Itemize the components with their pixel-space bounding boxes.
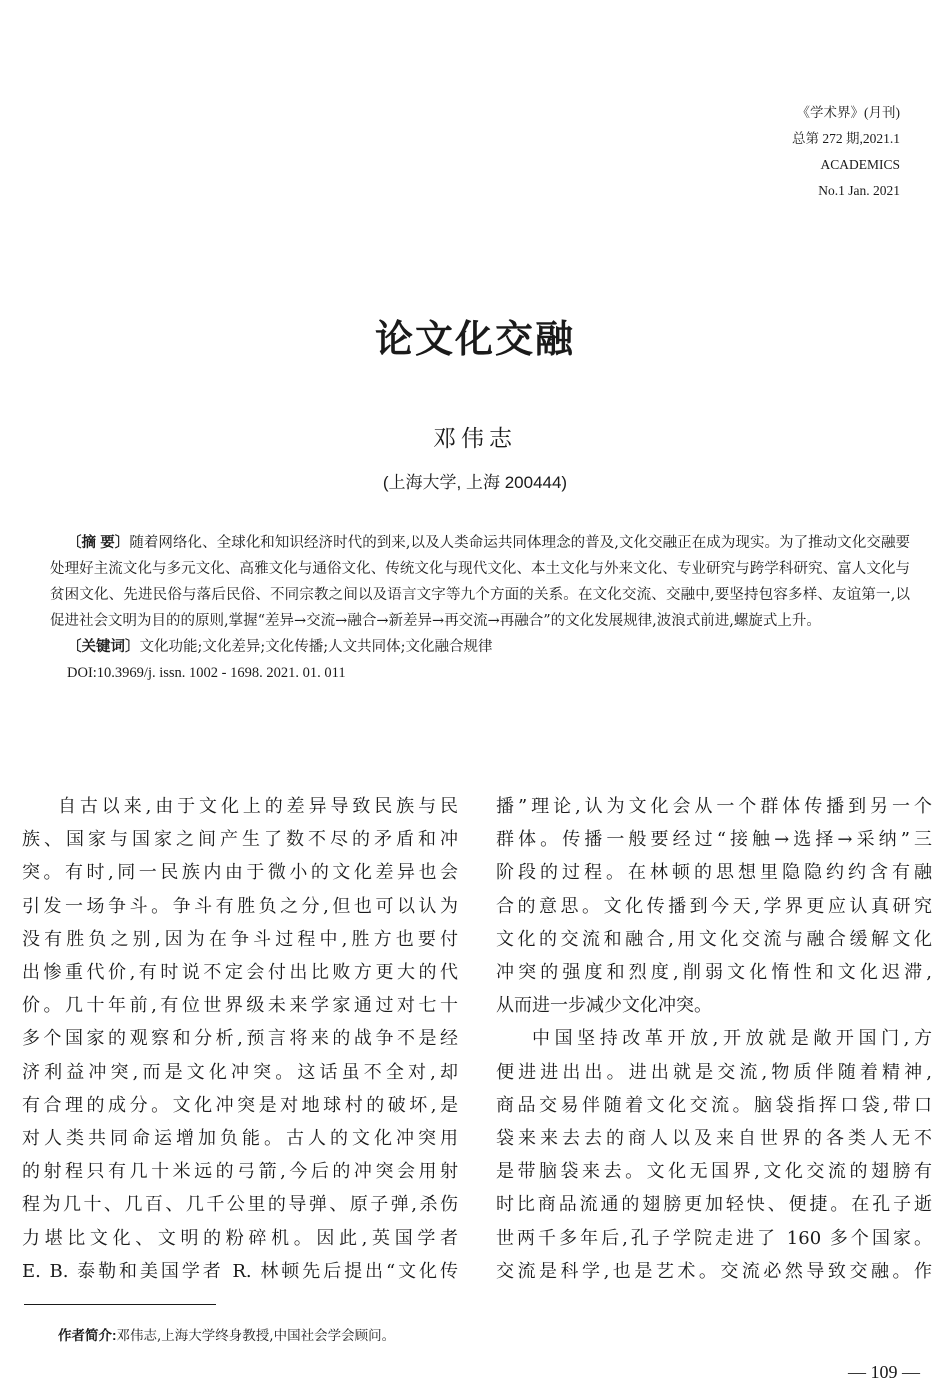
body-line: 力堪比文化、文明的粉碎机。因此,英国学者 [22, 1227, 458, 1249]
body-column-left [22, 790, 458, 1288]
body-line: 有合理的成分。文化冲突是对地球村的破坏,是 [22, 1094, 458, 1116]
body-line: 时比商品流通的翅膀更加轻快、便捷。在孔子逝 [496, 1194, 932, 1216]
body-line: 程为几十、几百、几千公里的导弹、原子弹,杀伤 [22, 1194, 458, 1216]
body-line: 的射程只有几十米远的弓箭,今后的冲突会用射 [22, 1161, 458, 1183]
body-line: 多个国家的观察和分析,预言将来的战争不是经 [22, 1028, 458, 1050]
article-title: 论文化交融 [374, 316, 575, 361]
page-number: — 109 — [848, 1362, 920, 1382]
body-line: 便进进出出。进出就是交流,物质伴随着精神, [496, 1061, 932, 1083]
body-line: 文化的交流和融合,用文化交流与融合缓解文化 [496, 928, 932, 950]
body-line: 出惨重代价,有时说不定会付出比败方更大的代 [22, 962, 458, 984]
keywords-text: 文化功能;文化差异;文化传播;人文共同体;文化融合规律 [139, 639, 493, 655]
keywords [50, 634, 910, 660]
body-line: 突。有时,同一民族内由于微小的文化差异也会 [22, 862, 458, 884]
body-line: 袋来来去去的商人以及来自世界的各类人无不 [496, 1128, 932, 1150]
footnote-text: 邓伟志,上海大学终身教授,中国社会学会顾问。 [116, 1328, 396, 1344]
body-line: 阶段的过程。在林顿的思想里隐隐约约含有融 [496, 862, 932, 884]
article-author: 邓伟志 [433, 426, 517, 452]
body-line: 是带脑袋来去。文化无国界,文化交流的翅膀有 [496, 1161, 932, 1183]
body-column-right [496, 790, 932, 1288]
keywords-label: 〔关键词〕 [67, 639, 140, 655]
journal-issue: 总第 272 期,2021.1 [792, 131, 900, 146]
body-line: 群体。传播一般要经过“接触→选择→采纳”三 [496, 829, 932, 851]
body-line: 世两千多年后,孔子学院走进了 160 多个国家。 [496, 1227, 932, 1249]
journal-english-name: ACADEMICS [820, 157, 900, 172]
body-line: 自古以来,由于文化上的差异导致民族与民 [58, 796, 458, 817]
footnote-divider [24, 1304, 216, 1305]
body-line: 价。几十年前,有位世界级未来学家通过对七十 [22, 995, 458, 1017]
body-line: 商品交易伴随着文化交流。脑袋指挥口袋,带口 [496, 1094, 932, 1116]
author-affiliation: (上海大学, 上海 200444) [382, 473, 568, 492]
abstract [50, 530, 910, 634]
body-line: 没有胜负之别,因为在争斗过程中,胜方也要付 [22, 928, 458, 950]
body-line: 播”理论,认为文化会从一个群体传播到另一个 [496, 796, 932, 817]
footnote-label: 作者简介: [58, 1328, 117, 1343]
body-line: 济利益冲突,而是文化冲突。这话虽不全对,却 [22, 1061, 458, 1083]
abstract-text: 随着网络化、全球化和知识经济时代的到来,以及人类命运共同体理念的普及,文化交融正在成为现实。为了推动文化交融要处理好主流文化与多元文化、高雅文化与通俗文化、传统文化与现代文化、本土文化与外来文化、专业研究与跨学科研究、富人文化与贫困文化、先进民俗与落后民俗、不同宗教之间以及语言文字等九个方面的关系。在文化交流、交融中,要坚持包容多样、友谊第一,以促进社会文明为目的的原则,掌握“差异→交流→融合→新差异→再交流→再融合”的文化发展规律,波浪式前进,螺旋式上升。 [50, 535, 911, 629]
abstract-block [50, 530, 910, 686]
body-line: 中国坚持改革开放,开放就是敞开国门,方 [532, 1028, 932, 1050]
journal-english-issue: No.1 Jan. 2021 [818, 183, 900, 198]
body-line: 从而进一步减少文化冲突。 [496, 995, 712, 1017]
body-line: 交流是科学,也是艺术。交流必然导致交融。作 [496, 1260, 932, 1282]
body-line: 族、国家与国家之间产生了数不尽的矛盾和冲 [22, 829, 458, 851]
doi: DOI:10.3969/j. issn. 1002 - 1698. 2021. 01. 011 [67, 665, 346, 681]
body-line: 冲突的强度和烈度,削弱文化惰性和文化迟滞, [496, 962, 932, 984]
abstract-label: 〔摘 要〕 [67, 535, 130, 551]
body-line: 引发一场争斗。争斗有胜负之分,但也可以认为 [22, 895, 458, 917]
body-line: 合的意思。文化传播到今天,学界更应认真研究 [496, 895, 932, 917]
body-line: 对人类共同命运增加负能。古人的文化冲突用 [22, 1128, 458, 1150]
footnote [58, 1324, 395, 1344]
body-line: E. B. 泰勒和美国学者 R. 林顿先后提出“文化传 [22, 1260, 458, 1282]
journal-name: 《学术界》(月刊) [796, 105, 900, 120]
journal-info [640, 100, 900, 204]
